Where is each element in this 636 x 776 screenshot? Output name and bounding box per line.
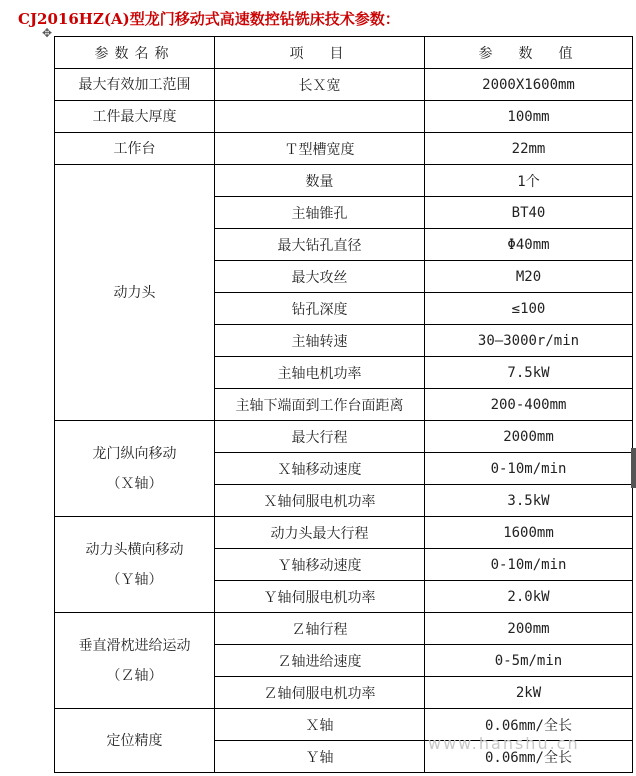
item-cell: 钻孔深度: [215, 293, 425, 325]
item-cell: 主轴下端面到工作台面距离: [215, 389, 425, 421]
table-row: [55, 421, 633, 453]
item-cell: Ｚ轴伺服电机功率: [215, 677, 425, 709]
parameter-name: 垂直滑枕进给运动: [78, 637, 191, 654]
value-cell: 3.5kW: [425, 485, 633, 517]
parameter-name-cell: [55, 613, 215, 709]
item-cell: 最大行程: [215, 421, 425, 453]
item-cell: Ｘ轴移动速度: [215, 453, 425, 485]
parameter-name: 动力头横向移动: [85, 541, 184, 558]
item-cell: Ｚ轴行程: [215, 613, 425, 645]
parameter-name-cell: [55, 69, 215, 101]
table-row: [55, 165, 633, 197]
scroll-edge-tab[interactable]: [631, 448, 636, 488]
watermark: www.hanshu.cn: [428, 734, 580, 753]
item-cell: 主轴锥孔: [215, 197, 425, 229]
parameter-name: 最大有效加工范围: [78, 76, 191, 93]
parameter-name-cell: [55, 165, 215, 421]
value-cell: 200mm: [425, 613, 633, 645]
value-cell: ≤100: [425, 293, 633, 325]
table-row: [55, 101, 633, 133]
item-cell: 最大钻孔直径: [215, 229, 425, 261]
parameter-name: （Ｘ轴）: [106, 475, 163, 492]
item-cell: Ｘ轴: [215, 709, 425, 741]
parameter-name-cell: [55, 517, 215, 613]
table-header-row: [55, 37, 633, 69]
value-cell: 2.0kW: [425, 581, 633, 613]
item-cell: 数量: [215, 165, 425, 197]
table-row: [55, 613, 633, 645]
value-cell: 0-10m/min: [425, 453, 633, 485]
value-cell: 200-400mm: [425, 389, 633, 421]
parameter-name: （Ｚ轴）: [106, 667, 163, 684]
table-row: [55, 517, 633, 549]
item-cell: 最大攻丝: [215, 261, 425, 293]
item-cell: Ｔ型槽宽度: [215, 133, 425, 165]
item-cell: [215, 101, 425, 133]
move-arrows-icon[interactable]: ✥: [41, 26, 53, 40]
value-cell: 2kW: [425, 677, 633, 709]
header-item: 项 目: [215, 37, 425, 69]
document-title: CJ2016HZ(A)型龙门移动式高速数控钻铣床技术参数：: [18, 10, 400, 28]
value-cell: 7.5kW: [425, 357, 633, 389]
value-cell: 2000mm: [425, 421, 633, 453]
value-cell: 2000X1600mm: [425, 69, 633, 101]
parameter-name: （Ｙ轴）: [106, 571, 163, 588]
item-cell: 主轴转速: [215, 325, 425, 357]
value-cell: 22mm: [425, 133, 633, 165]
item-cell: Ｘ轴伺服电机功率: [215, 485, 425, 517]
item-cell: Ｙ轴伺服电机功率: [215, 581, 425, 613]
value-cell: 0.06mm/全长: [425, 709, 633, 741]
spec-table-body: [55, 69, 633, 773]
value-cell: 30—3000r/min: [425, 325, 633, 357]
parameter-name: 工件最大厚度: [92, 108, 177, 125]
table-row: [55, 133, 633, 165]
item-cell: Ｙ轴: [215, 741, 425, 773]
item-cell: 长Ｘ宽: [215, 69, 425, 101]
spec-table: [54, 36, 633, 773]
parameter-name-cell: [55, 101, 215, 133]
value-cell: M20: [425, 261, 633, 293]
parameter-name-cell: [55, 133, 215, 165]
parameter-name: 工作台: [113, 140, 156, 157]
value-cell: BT40: [425, 197, 633, 229]
parameter-name-cell: [55, 421, 215, 517]
header-value: 参 数 值: [425, 37, 633, 69]
parameter-name-cell: [55, 709, 215, 773]
parameter-name: 龙门纵向移动: [92, 445, 177, 462]
value-cell: 1个: [425, 165, 633, 197]
parameter-name: 定位精度: [106, 732, 163, 749]
value-cell: 0-5m/min: [425, 645, 633, 677]
item-cell: Ｚ轴进给速度: [215, 645, 425, 677]
item-cell: Ｙ轴移动速度: [215, 549, 425, 581]
header-name: 参数名称: [55, 37, 215, 69]
value-cell: 0.06mm/全长: [425, 741, 633, 773]
value-cell: 100mm: [425, 101, 633, 133]
parameter-name: 动力头: [113, 284, 156, 301]
value-cell: 1600mm: [425, 517, 633, 549]
item-cell: 动力头最大行程: [215, 517, 425, 549]
value-cell: 0-10m/min: [425, 549, 633, 581]
table-row: [55, 69, 633, 101]
value-cell: Φ40mm: [425, 229, 633, 261]
item-cell: 主轴电机功率: [215, 357, 425, 389]
